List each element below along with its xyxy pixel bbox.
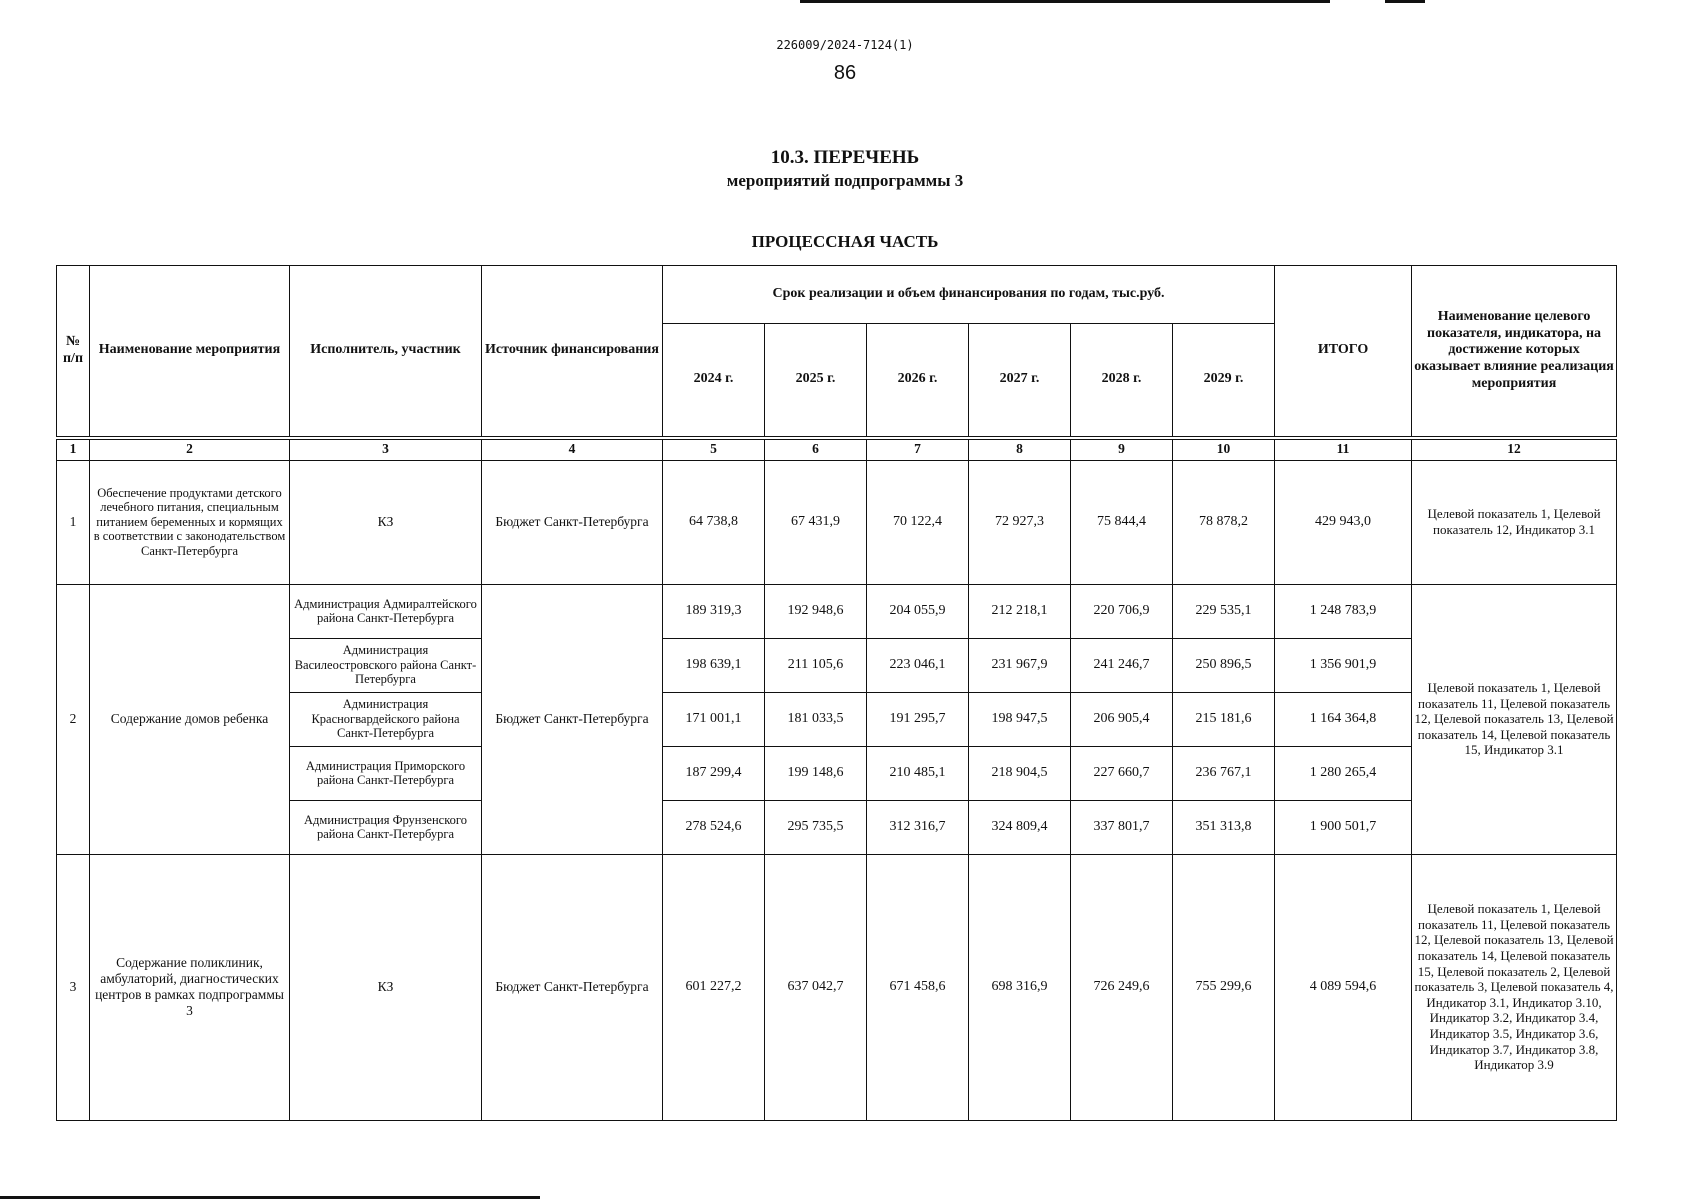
executor: КЗ [290,460,482,584]
value-2027: 72 927,3 [969,460,1071,584]
value-2024: 189 319,3 [663,584,765,638]
header-year: 2027 г. [969,324,1071,438]
part-title: ПРОЦЕССНАЯ ЧАСТЬ [751,232,939,251]
value-2027: 212 218,1 [969,584,1071,638]
top-border-line [1385,0,1425,3]
column-number: 11 [1275,438,1412,461]
header-period: Срок реализации и объем финансирования по годам, тыс.руб. [663,266,1275,324]
value-2026: 204 055,9 [867,584,969,638]
value-2029: 215 181,6 [1173,692,1275,746]
header-num: № п/п [57,266,90,438]
table-row [57,800,1617,854]
total-value: 1 900 501,7 [1275,800,1412,854]
executor: Администрация Василеостровского района Санкт-Петербурга [290,638,482,692]
value-2027: 231 967,9 [969,638,1071,692]
value-2025: 67 431,9 [765,460,867,584]
section-title: 10.3. ПЕРЕЧЕНЬ [770,147,920,168]
header-source: Источник финансирования [482,266,663,438]
value-2025: 637 042,7 [765,854,867,1120]
executor: Администрация Адмиралтейского района Санкт-Петербурга [290,584,482,638]
value-2024: 171 001,1 [663,692,765,746]
executor: Администрация Красногвардейского района Санкт-Петербурга [290,692,482,746]
indicators: Целевой показатель 1, Целевой показатель 11, Целевой показатель 12, Целевой показатель 13, Целевой показатель 14, Целевой показатель 15, Целевой показатель 2, Целевой показатель 3, Целевой показатель 4, Индикатор 3.1, Индикатор 3.10, Индикатор 3.2, Индикатор 3.4, Индикатор 3.5, Индикатор 3.6, Индикатор 3.7, Индикатор 3.8, Индикатор 3.9 [1412,854,1617,1120]
row-num: 3 [57,854,90,1120]
total-value: 1 164 364,8 [1275,692,1412,746]
header-total: ИТОГО [1275,266,1412,438]
value-2026: 210 485,1 [867,746,969,800]
column-number: 2 [90,438,290,461]
value-2028: 220 706,9 [1071,584,1173,638]
column-number: 10 [1173,438,1275,461]
page-number: 86 [833,62,857,84]
value-2026: 223 046,1 [867,638,969,692]
value-2026: 312 316,7 [867,800,969,854]
column-number: 6 [765,438,867,461]
value-2025: 192 948,6 [765,584,867,638]
value-2024: 64 738,8 [663,460,765,584]
value-2028: 206 905,4 [1071,692,1173,746]
section-subtitle: мероприятий подпрограммы 3 [726,171,964,190]
table-row [57,746,1617,800]
header-year: 2025 г. [765,324,867,438]
value-2024: 601 227,2 [663,854,765,1120]
value-2028: 227 660,7 [1071,746,1173,800]
total-value: 1 356 901,9 [1275,638,1412,692]
column-number: 9 [1071,438,1173,461]
value-2027: 324 809,4 [969,800,1071,854]
value-2028: 75 844,4 [1071,460,1173,584]
value-2028: 241 246,7 [1071,638,1173,692]
value-2027: 698 316,9 [969,854,1071,1120]
value-2027: 198 947,5 [969,692,1071,746]
value-2024: 278 524,6 [663,800,765,854]
column-number: 8 [969,438,1071,461]
top-border-line [800,0,1330,3]
document-number: 226009/2024-7124(1) [776,38,914,52]
column-number: 4 [482,438,663,461]
value-2029: 755 299,6 [1173,854,1275,1120]
header-year: 2028 г. [1071,324,1173,438]
total-value: 1 248 783,9 [1275,584,1412,638]
value-2028: 726 249,6 [1071,854,1173,1120]
executor: Администрация Приморского района Санкт-Петербурга [290,746,482,800]
executor: Администрация Фрунзенского района Санкт-Петербурга [290,800,482,854]
funding-source: Бюджет Санкт-Петербурга [482,854,663,1120]
value-2029: 351 313,8 [1173,800,1275,854]
header-year: 2029 г. [1173,324,1275,438]
total-value: 1 280 265,4 [1275,746,1412,800]
indicators: Целевой показатель 1, Целевой показатель 12, Индикатор 3.1 [1412,460,1617,584]
value-2025: 199 148,6 [765,746,867,800]
row-num: 1 [57,460,90,584]
value-2025: 295 735,5 [765,800,867,854]
indicators: Целевой показатель 1, Целевой показатель 11, Целевой показатель 12, Целевой показатель 13, Целевой показатель 14, Целевой показатель 15, Индикатор 3.1 [1412,584,1617,854]
table-row [57,854,1617,1120]
header-year: 2026 г. [867,324,969,438]
table-row [57,460,1617,584]
value-2024: 198 639,1 [663,638,765,692]
value-2027: 218 904,5 [969,746,1071,800]
column-number: 3 [290,438,482,461]
value-2026: 70 122,4 [867,460,969,584]
value-2029: 78 878,2 [1173,460,1275,584]
event-name: Содержание поликлиник, амбулаторий, диагностических центров в рамках подпрограммы 3 [90,854,290,1120]
header-executor: Исполнитель, участник [290,266,482,438]
total-value: 4 089 594,6 [1275,854,1412,1120]
column-number: 12 [1412,438,1617,461]
table-row [57,692,1617,746]
executor: КЗ [290,854,482,1120]
table-row [57,584,1617,638]
value-2026: 671 458,6 [867,854,969,1120]
funding-source: Бюджет Санкт-Петербурга [482,584,663,854]
event-name: Обеспечение продуктами детского лечебного питания, специальным питанием беременных и кормящих в соответствии с законодательством Санкт-Петербурга [90,460,290,584]
value-2025: 211 105,6 [765,638,867,692]
bottom-border-line [0,1196,540,1199]
header-event: Наименование мероприятия [90,266,290,438]
header-year: 2024 г. [663,324,765,438]
column-number: 7 [867,438,969,461]
event-name: Содержание домов ребенка [90,584,290,854]
value-2029: 250 896,5 [1173,638,1275,692]
value-2028: 337 801,7 [1071,800,1173,854]
value-2029: 229 535,1 [1173,584,1275,638]
value-2026: 191 295,7 [867,692,969,746]
value-2025: 181 033,5 [765,692,867,746]
column-number: 1 [57,438,90,461]
events-table [56,265,1617,1121]
row-num: 2 [57,584,90,854]
funding-source: Бюджет Санкт-Петербурга [482,460,663,584]
value-2024: 187 299,4 [663,746,765,800]
column-number: 5 [663,438,765,461]
total-value: 429 943,0 [1275,460,1412,584]
header-indicator: Наименование целевого показателя, индикатора, на достижение которых оказывает влияние реализация мероприятия [1412,266,1617,438]
value-2029: 236 767,1 [1173,746,1275,800]
table-row [57,638,1617,692]
